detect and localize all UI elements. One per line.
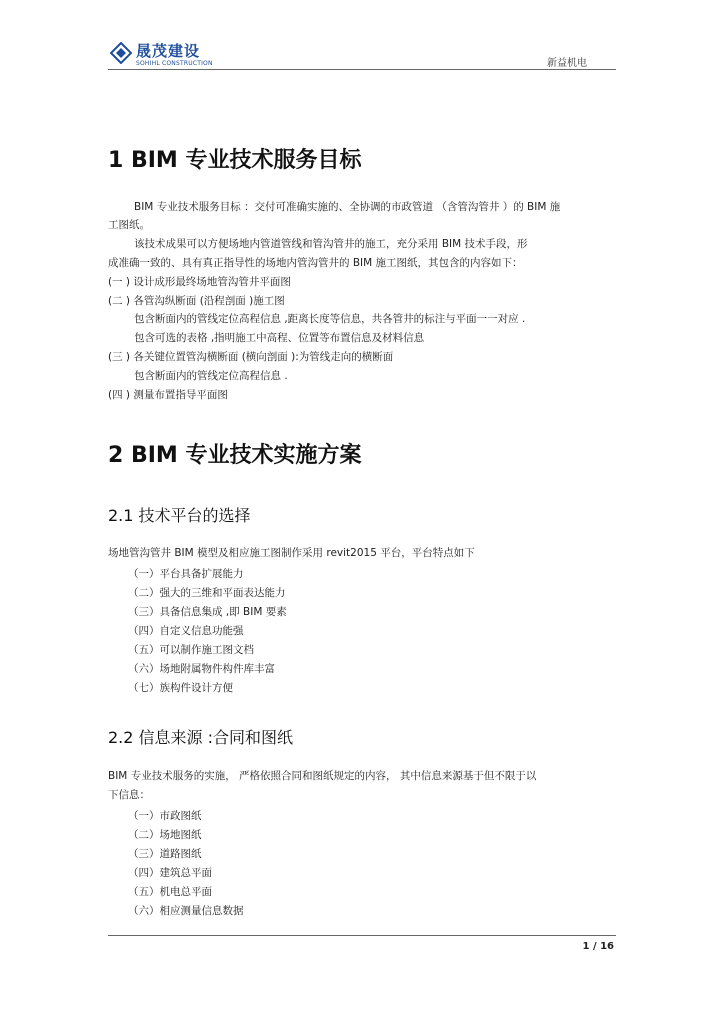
list-item: （二）场地图纸 [128, 829, 202, 841]
list-item: （一）平台具备扩展能力 [128, 568, 244, 580]
list-item: （四）建筑总平面 [128, 867, 212, 879]
footer-divider [108, 935, 616, 936]
list-item: (二 ) 各管沟纵断面 (沿程剖面 )施工图 [108, 295, 285, 307]
list-item: (三 ) 各关键位置管沟横断面 (横向剖面 ):为管线走向的横断面 [108, 351, 394, 363]
list-item: （二）强大的三维和平面表达能力 [128, 587, 286, 599]
logo-mark-icon [110, 42, 132, 64]
header-divider [108, 69, 616, 70]
paragraph-line: 工图纸。 [108, 219, 150, 231]
paragraph-line: 成准确一致的、具有真正指导性的场地内管沟管井的 BIM 施工图纸，其包含的内容如下： [108, 257, 523, 269]
list-item: (四 ) 测量布置指导平面图 [108, 389, 228, 401]
paragraph-line: BIM 专业技术服务的实施， 严格依照合同和图纸规定的内容， 其中信息来源基于但不限于以 [108, 770, 537, 782]
section-1-title: 1 BIM 专业技术服务目标 [108, 148, 362, 173]
section-2-2-title: 2.2 信息来源 :合同和图纸 [108, 728, 294, 747]
section-2-title: 2 BIM 专业技术实施方案 [108, 443, 362, 468]
paragraph-line: 下信息： [108, 789, 150, 801]
company-logo [110, 40, 213, 72]
paragraph-line: 包含断面内的管线定位高程信息 ,距离长度等信息，共各管井的标注与平面一一对应 . [134, 313, 526, 325]
list-item: (一 ) 设计成形最终场地管沟管井平面图 [108, 276, 291, 288]
list-item: （三）道路图纸 [128, 848, 202, 860]
list-item: （三）具备信息集成 ,即 BIM 要素 [128, 606, 287, 618]
logo-chinese-name: 晟茂建设 [136, 42, 201, 60]
header-company-label: 新益机电 [547, 58, 587, 69]
paragraph-line: 该技术成果可以方便场地内管道管线和管沟管井的施工，充分采用 BIM 技术手段，形 [134, 238, 528, 250]
paragraph-line: BIM 专业技术服务目标 ：交付可准确实施的、全协调的市政管道 （含管沟管井 ）的 BIM 施 [134, 201, 561, 213]
paragraph-line: 包含可选的表格 ,指明施工中高程、位置等布置信息及材料信息 [134, 332, 425, 344]
paragraph-line: 包含断面内的管线定位高程信息 . [134, 370, 288, 382]
page-number: 1 / 16 [582, 941, 614, 952]
list-item: （六）相应测量信息数据 [128, 905, 244, 917]
paragraph-line: 场地管沟管井 BIM 模型及相应施工图制作采用 revit2015 平台，平台特点如下 [108, 547, 475, 559]
list-item: （七）族构件设计方便 [128, 682, 233, 694]
logo-english-name: SOHIHL CONSTRUCTION [136, 60, 213, 67]
list-item: （四）自定义信息功能强 [128, 625, 244, 637]
list-item: （六）场地附属物件构件库丰富 [128, 663, 275, 675]
list-item: （一）市政图纸 [128, 810, 202, 822]
list-item: （五）可以制作施工图文档 [128, 644, 254, 656]
list-item: （五）机电总平面 [128, 886, 212, 898]
section-2-1-title: 2.1 技术平台的选择 [108, 506, 251, 525]
